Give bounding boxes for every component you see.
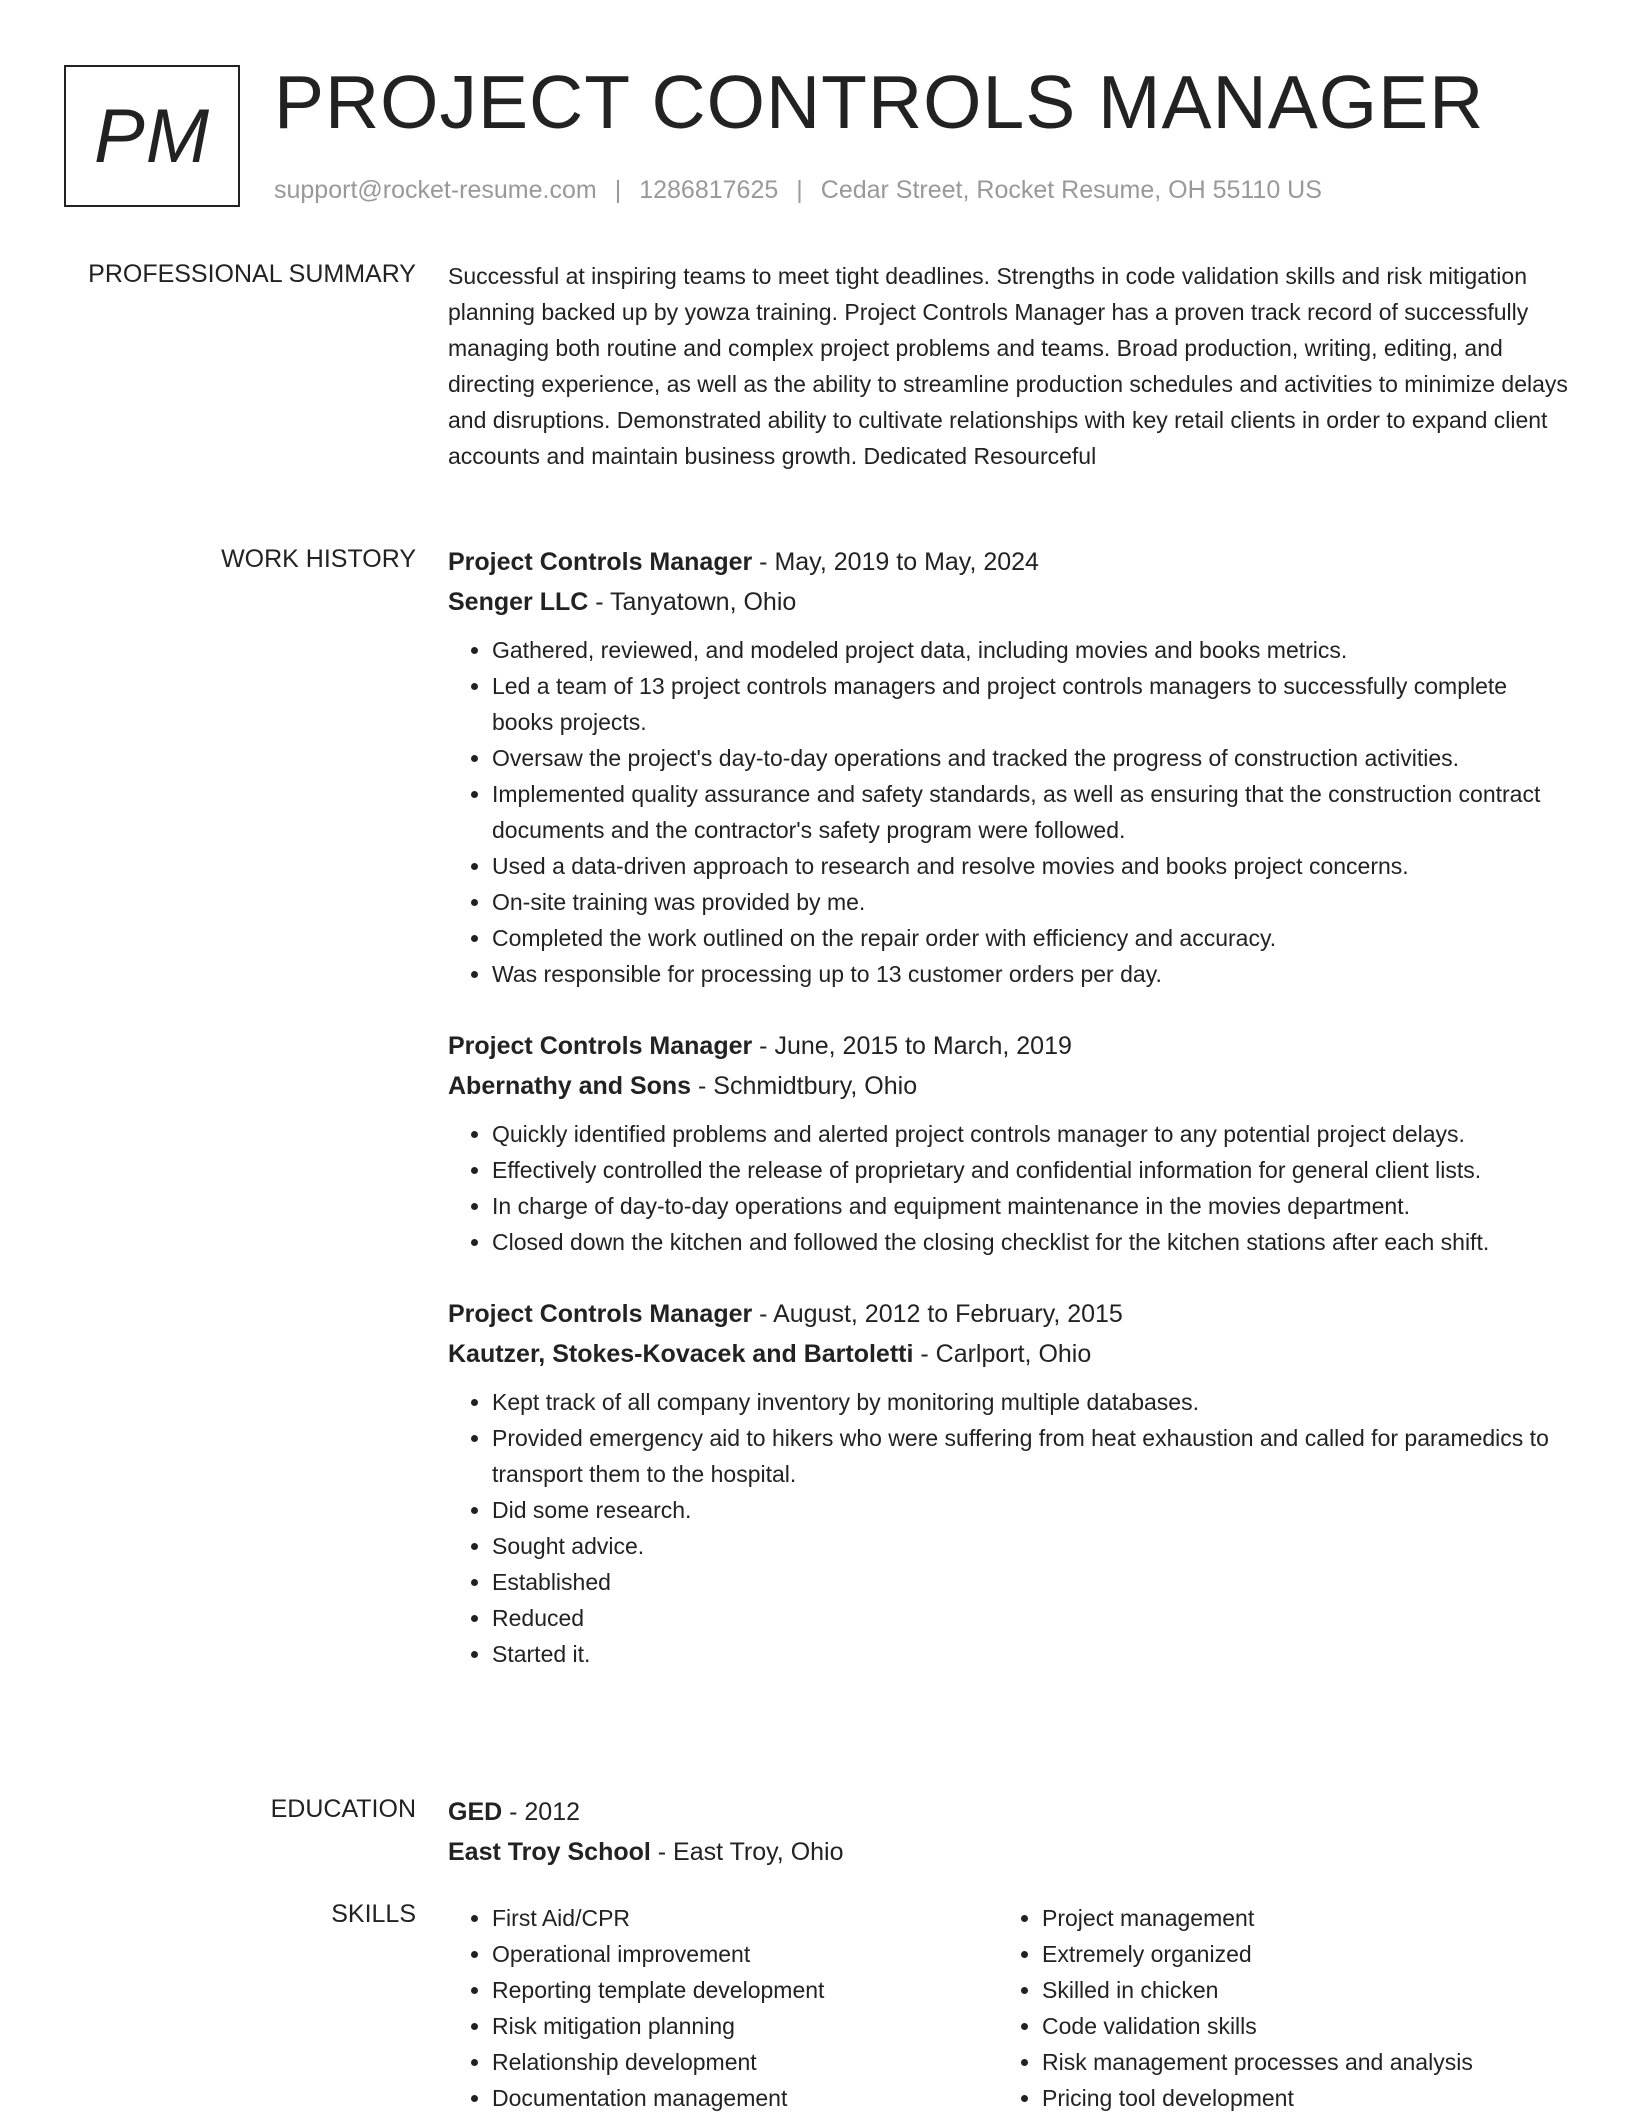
list-item: • Closed down the kitchen and followed the closing checklist for the kitchen stations after each shift. [492,1224,1568,1260]
section-label-education: EDUCATION [270,1795,416,1823]
school-name: East Troy School [448,1838,651,1866]
section-label-work-history: WORK HISTORY [221,545,416,573]
school-location: - East Troy, Ohio [650,1838,844,1866]
contact-separator: | [796,176,803,204]
skill-item: • Risk mitigation planning [492,2008,998,2044]
skills-list-left [448,1900,998,2116]
list-item: • Reduced [492,1600,1568,1636]
job-title-line [448,1294,1568,1334]
section-label-summary: PROFESSIONAL SUMMARY [88,260,416,288]
job-company-line [448,582,1568,622]
skill-item: • Relationship development [492,2044,998,2080]
skills-grid [448,1900,1568,2116]
skill-item: • Reporting template development [492,1972,998,2008]
skill-item: • Pricing tool development [1042,2080,1548,2116]
skill-item: • Risk management processes and analysis [1042,2044,1548,2080]
job-title-line [448,542,1568,582]
job-entry [448,542,1568,992]
work-history-body [448,542,1568,1706]
skills-list-right [998,1900,1548,2116]
list-item: • In charge of day-to-day operations and equipment maintenance in the movies department. [492,1188,1568,1224]
skill-item: • Project management [1042,1900,1548,1936]
skill-item: • Extremely organized [1042,1936,1548,1972]
job-title-line [448,1026,1568,1066]
job-bullets [448,632,1568,992]
job-company-line [448,1066,1568,1106]
skill-item: • Operational improvement [492,1936,998,1972]
list-item: • Sought advice. [492,1528,1568,1564]
job-title: Project Controls Manager [448,1300,753,1328]
job-company: Abernathy and Sons [448,1072,692,1100]
degree-year: - 2012 [502,1798,581,1826]
job-company: Kautzer, Stokes-Kovacek and Bartoletti [448,1340,914,1368]
list-item: • Effectively controlled the release of proprietary and confidential information for general client lists. [492,1152,1568,1188]
list-item: • Quickly identified problems and alerted project controls manager to any potential project delays. [492,1116,1568,1152]
skills-body [448,1900,1568,2116]
summary-text: Successful at inspiring teams to meet tight deadlines. Strengths in code validation skills and risk mitigation planning backed up by yowza training. Project Controls Manager has a proven track record of successfully managing both routine and complex project problems and teams. Broad production, writing, editing, and directing experience, as well as the ability to streamline production schedules and activities to minimize delays and disruptions. Demonstrated ability to cultivate relationships with key retail clients in order to expand client accounts and maintain business growth. Dedicated Resourceful [448,263,1568,469]
job-bullets [448,1116,1568,1260]
skill-item: • Code validation skills [1042,2008,1548,2044]
job-title: Project Controls Manager [448,548,753,576]
list-item: • Did some research. [492,1492,1568,1528]
email-text: support@rocket-resume.com [274,176,597,204]
job-location: - Schmidtbury, Ohio [691,1072,918,1100]
page-title: PROJECT CONTROLS MANAGER [274,60,1485,144]
section-label-skills: SKILLS [331,1900,416,1928]
job-company-line [448,1334,1568,1374]
list-item: • Completed the work outlined on the repair order with efficiency and accuracy. [492,920,1568,956]
job-dates: - June, 2015 to March, 2019 [752,1032,1072,1060]
degree-line [448,1792,1568,1832]
degree-name: GED [448,1798,503,1826]
job-location: - Tanyatown, Ohio [588,588,797,616]
list-item: • Was responsible for processing up to 13 customer orders per day. [492,956,1568,992]
skill-item: • Skilled in chicken [1042,1972,1548,2008]
job-company: Senger LLC [448,588,589,616]
list-item: • Gathered, reviewed, and modeled project data, including movies and books metrics. [492,632,1568,668]
school-line [448,1832,1568,1872]
job-dates: - May, 2019 to May, 2024 [752,548,1039,576]
contact-separator: | [614,176,622,204]
phone-text: 1286817625 [639,176,779,204]
list-item: • On-site training was provided by me. [492,884,1568,920]
list-item: • Implemented quality assurance and safety standards, as well as ensuring that the construction contract documents and the contractor's safety program were followed. [492,776,1568,848]
list-item: • Used a data-driven approach to research and resolve movies and books project concerns. [492,848,1568,884]
list-item: • Provided emergency aid to hikers who were suffering from heat exhaustion and called for paramedics to transport them to the hospital. [492,1420,1568,1492]
initials-monogram: PM [64,65,240,207]
list-item: • Oversaw the project's day-to-day operations and tracked the progress of construction activities. [492,740,1568,776]
list-item: • Established [492,1564,1568,1600]
address-text: Cedar Street, Rocket Resume, OH 55110 US [820,176,1322,204]
resume-header [64,60,1564,225]
contact-line [274,176,1322,205]
education-body [448,1792,1568,1872]
job-entry [448,1294,1568,1672]
job-location: - Carlport, Ohio [913,1340,1092,1368]
job-dates: - August, 2012 to February, 2015 [752,1300,1123,1328]
skill-item: • Documentation management [492,2080,998,2116]
skill-item: • First Aid/CPR [492,1900,998,1936]
job-bullets [448,1384,1568,1672]
job-entry [448,1026,1568,1260]
list-item: • Led a team of 13 project controls managers and project controls managers to successfully complete books projects. [492,668,1568,740]
list-item: • Started it. [492,1636,1568,1672]
job-title: Project Controls Manager [448,1032,753,1060]
list-item: • Kept track of all company inventory by monitoring multiple databases. [492,1384,1568,1420]
